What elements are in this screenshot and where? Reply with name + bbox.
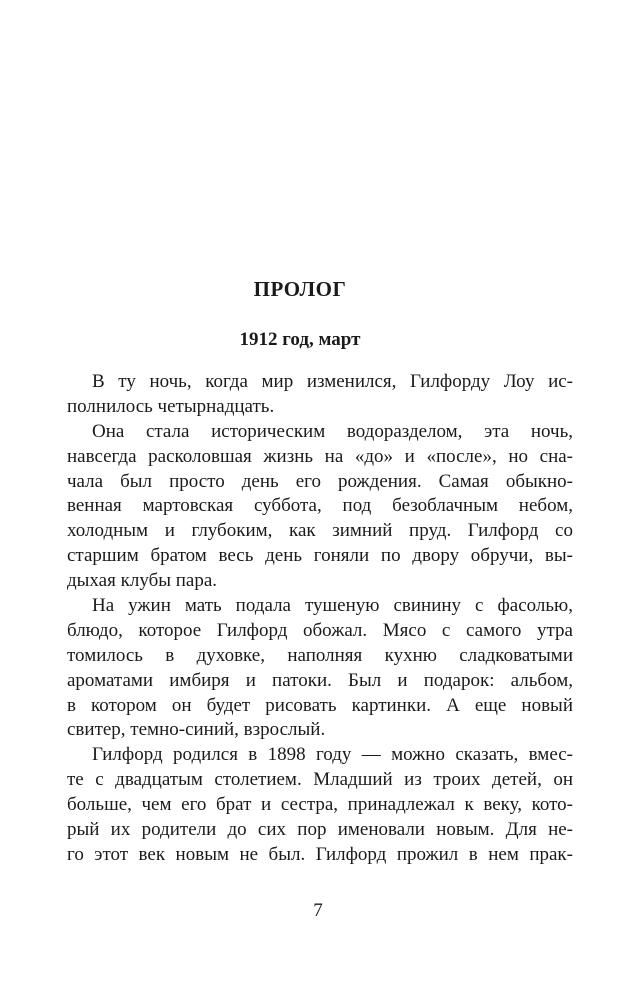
chapter-subtitle-date: 1912 год, март (239, 329, 361, 350)
paragraph-line: полнилось четырнадцать. (67, 395, 275, 417)
body-text (67, 370, 573, 868)
paragraph-line: ароматами имбиря и патоки. Был и подарок: альбом, (67, 669, 573, 691)
paragraph-line: В ту ночь, когда мир изменился, Гилфорду Лоу ис- (92, 371, 573, 392)
chapter-title: ПРОЛОГ (253, 277, 347, 301)
paragraph-line: свитер, темно-синий, взрослый. (67, 719, 326, 741)
paragraph-line: холодным и глубоким, как зимний пруд. Гилфорд со (67, 520, 573, 542)
paragraph-line: венная мартовская суббота, под безоблачным небом, (67, 495, 573, 517)
paragraph-line: в котором он будет рисовать картинки. А еще новый (67, 694, 573, 716)
paragraph-line: Гилфорд родился в 1898 году — можно сказать, вмес- (92, 744, 573, 766)
paragraph-line: больше, чем его брат и сестра, принадлежал к веку, кото- (67, 794, 573, 816)
paragraph-line: дыхая клубы пара. (67, 570, 218, 592)
paragraph-line: На ужин мать подала тушеную свинину с фасолью, (92, 595, 573, 617)
paragraph-line: блюдо, которое Гилфорд обожал. Мясо с самого утра (67, 619, 573, 641)
paragraph-line: старшим братом весь день гоняли по двору обручи, вы- (67, 545, 573, 567)
paragraph-line: рый их родители до сих пор именовали новым. Для не- (67, 819, 573, 841)
paragraph-line: томилось в духовке, наполняя кухню сладковатыми (67, 644, 573, 666)
paragraph-line: чала был просто день его рождения. Самая обыкно- (67, 470, 573, 492)
paragraph-line: Она стала историческим водоразделом, эта ночь, (92, 420, 573, 442)
page-number: 7 (313, 900, 323, 921)
paragraph-line: те с двадцатым столетием. Младший из троих детей, он (67, 769, 573, 791)
paragraph-line: навсегда расколовшая жизнь на «до» и «после», но сна- (67, 445, 573, 467)
paragraph-line: го этот век новым не был. Гилфорд прожил в нем прак- (67, 843, 573, 865)
